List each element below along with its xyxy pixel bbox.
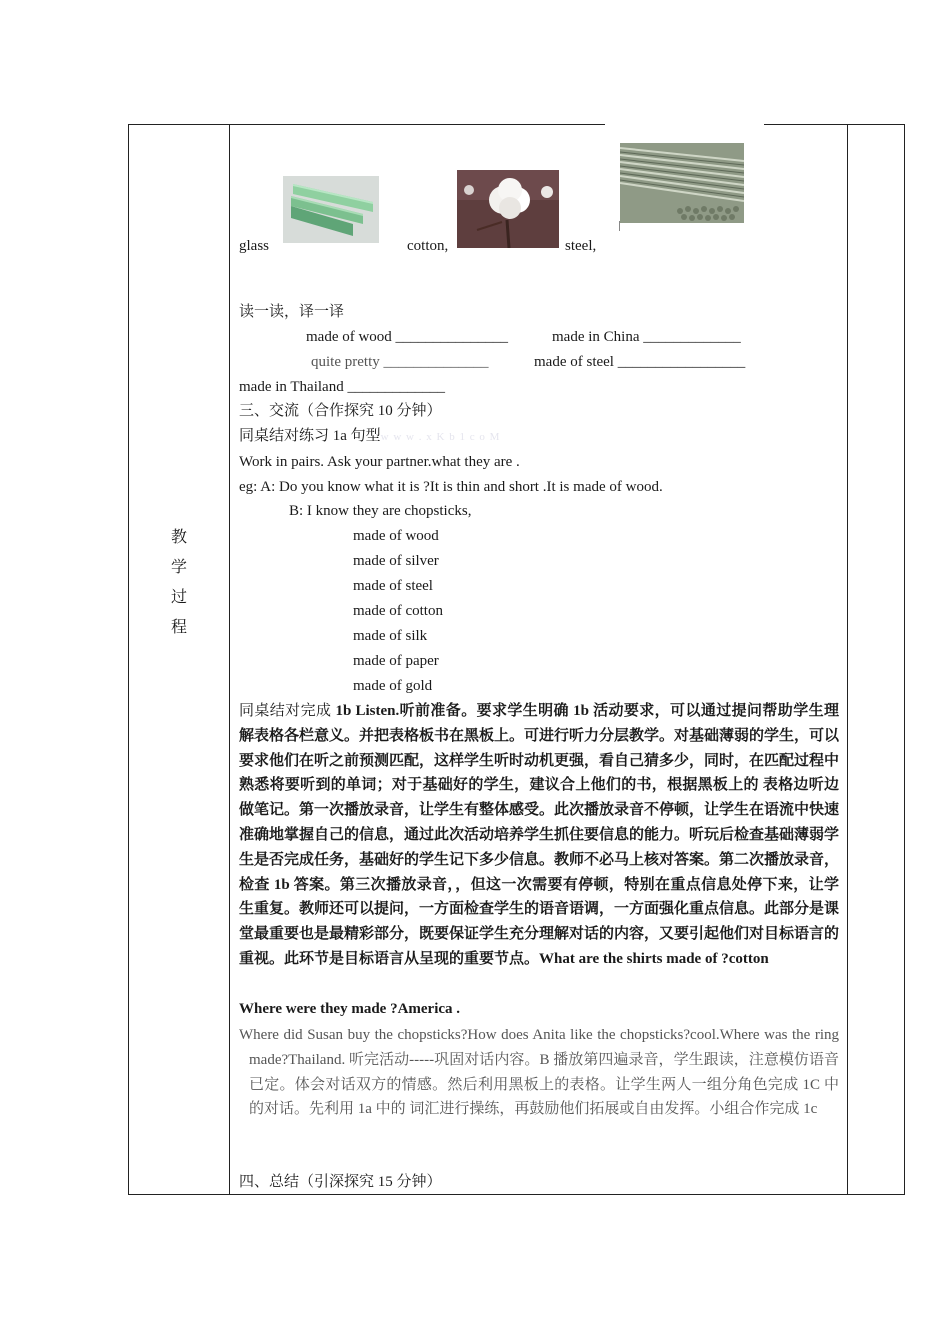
example-b: B: I know they are chopsticks, (289, 503, 472, 519)
side-char: 程 (170, 619, 187, 636)
vocab-row2-a: quite pretty ______________ (311, 354, 489, 370)
column-divider-left (229, 125, 230, 1194)
work-instruction: Work in pairs. Ask your partner.what they are . (239, 454, 520, 470)
listening-bold-text: 1b Listen.听前准备。要求学生明确 1b 活动要求，可以通过提问帮助学生理解表格各栏意义。并把表格板书在黑板上。可进行听力分层教学。对基础薄弱的学生，可以要求他们在听之前预测匹配，这样学生听时动机更强，看自己猜多少，同时，在匹配过程中熟悉将要听到的单词；对于基础好的学生，建议合上他们的书，根据黑板上的 表格边听边做笔记。第一次播放录音，让学生有整体感受。此次播放录音不停顿，让学生在语流中快速准确地掌握自己的信息，通过此次活动培养学生抓住要信息的能力。听玩后检查基础薄弱学生是否完成任务，基础好的学生记下多少信息。教师不必马上核对答案。第二次播放录音，检查 1b 答案。第三次播放录音，，但这一次需要有停顿，特别在重点信息处停下来，让学生重复。教师还可以提问，一方面检查学生的语音语调，一方面强化重点信息。此部分是课堂最重要也是最精彩部分，既要保证学生充分理解对话的内容，又要引起他们对目标语言的重视。此环节是目标语言从呈现的重要节点。What are the shirts made of ?cotton (239, 703, 840, 967)
watermark-text: w w w . x K b 1 c o M (380, 431, 501, 443)
pair-practice-text: 同桌结对练习 1a 句型 (239, 428, 381, 444)
side-char: 过 (170, 589, 187, 606)
vocab-row1-a: made of wood _______________ (306, 329, 509, 345)
section3-title: 三、交流（合作探究 10 分钟） (239, 403, 442, 419)
label-glass: glass (239, 238, 269, 254)
listening-lead: 同桌结对完成 (239, 703, 336, 719)
dialog-paragraph: Where did Susan buy the chopsticks?How does Anita like the chopsticks?cool.Where was the ring made?Thailand. 听完活动-----巩固对话内容。B 播放第四遍录音，学生跟读，注意模仿语音已定。体会对话双方的情感。然后利用黑板上的表格。让学生两人一组分角色完成 1C 中的对话。先利用 1a 中的 词汇进行操练，再鼓励他们拓展或自由发挥。小组合作完成 1c (239, 1027, 839, 1118)
example-a: eg: A: Do you know what it is ?It is thin and short .It is made of wood. (239, 479, 663, 495)
top-border-gap (605, 123, 764, 127)
section4-title: 四、总结（引深探究 15 分钟） (239, 1174, 442, 1190)
glass-image (283, 176, 379, 243)
material-item: made of paper (353, 653, 439, 669)
material-item: made of wood (353, 528, 439, 544)
side-label-teaching-process (129, 523, 229, 643)
material-item: made of gold (353, 678, 433, 694)
material-item: made of silk (353, 628, 428, 644)
vocab-row1-b: made in China _____________ (552, 329, 741, 345)
lesson-table (128, 124, 905, 1195)
side-char: 学 (170, 559, 187, 576)
listening-bold-line2: Where were they made ?America . (239, 1001, 461, 1017)
cotton-image (457, 170, 559, 248)
image-marker (619, 221, 620, 231)
read-translate-heading: 读一读，译一译 (239, 304, 345, 320)
label-steel: steel, (565, 238, 597, 254)
vocab-row3: made in Thailand _____________ (239, 379, 445, 395)
pair-practice-line (239, 425, 500, 448)
column-divider-right (847, 125, 848, 1194)
material-item: made of steel (353, 578, 433, 594)
steel-image (620, 143, 744, 223)
label-cotton: cotton, (407, 238, 449, 254)
side-char: 教 (170, 529, 187, 546)
material-item: made of cotton (353, 603, 443, 619)
vocab-row2-b: made of steel _________________ (534, 354, 746, 370)
listening-paragraph (239, 699, 839, 972)
material-item: made of silver (353, 553, 439, 569)
